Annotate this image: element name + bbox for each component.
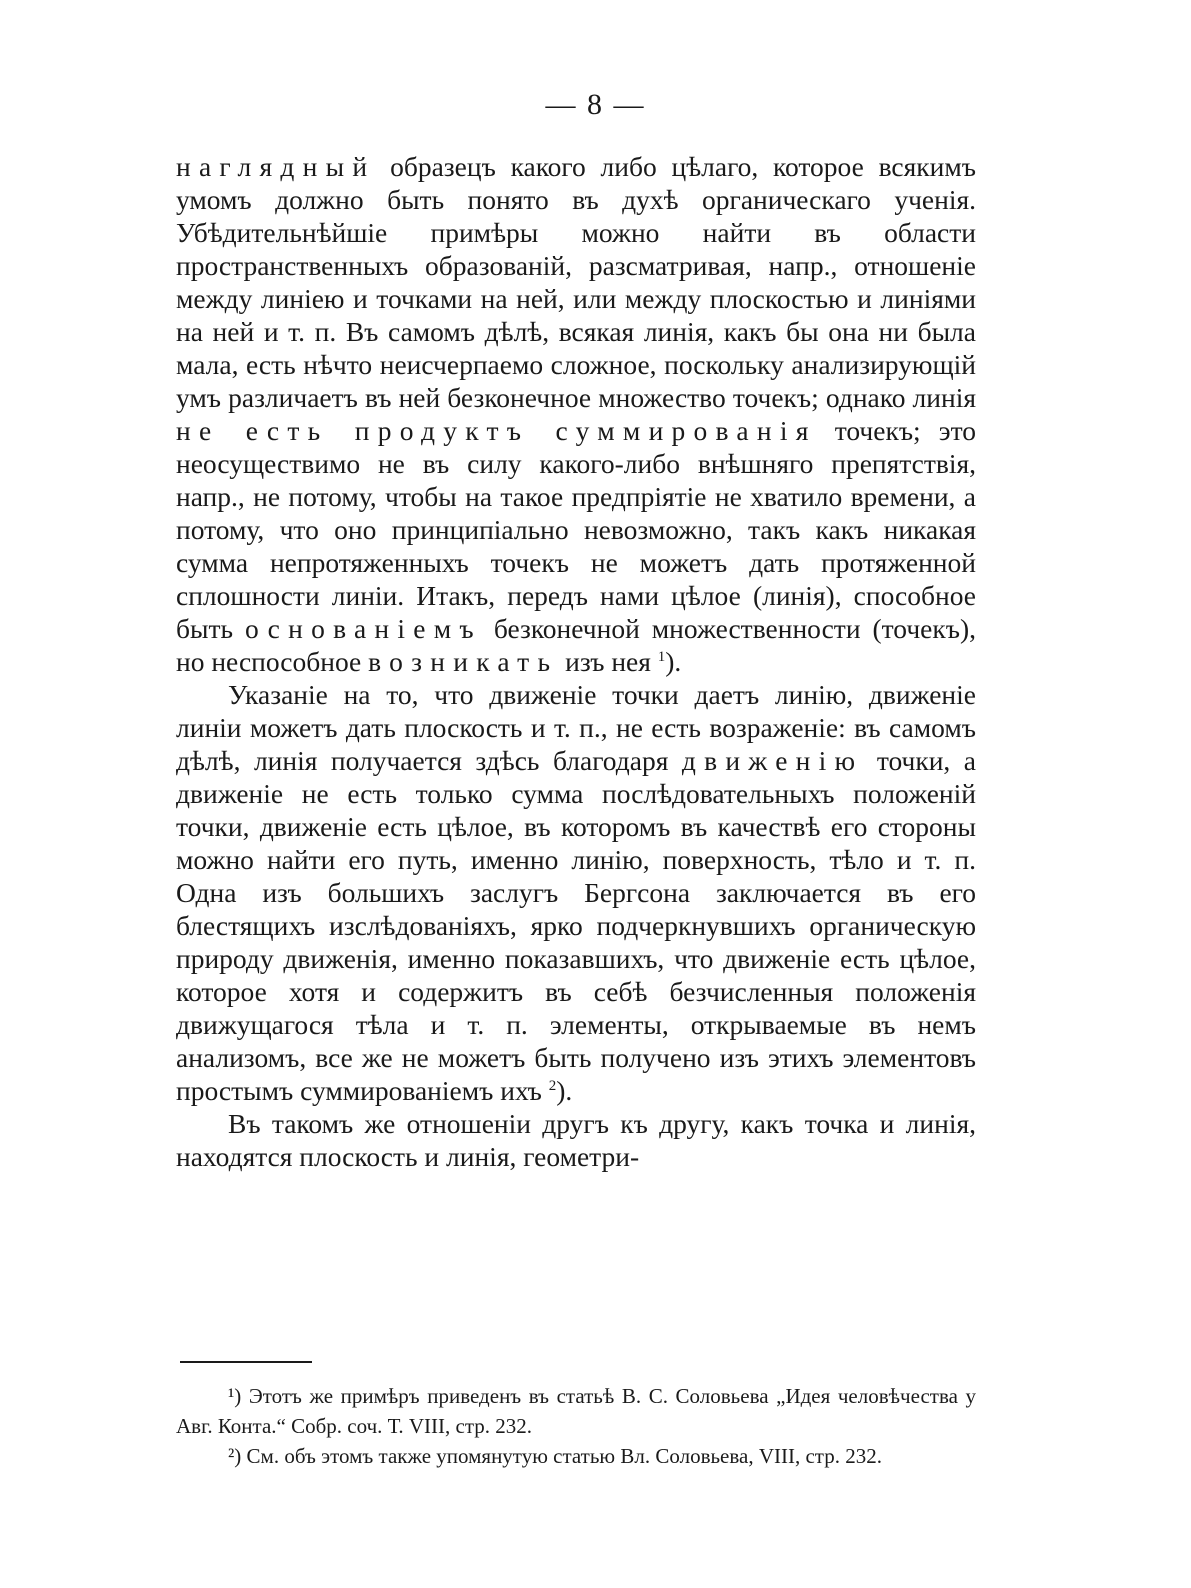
paragraph-text: точекъ; это неосуществимо не въ силу какого-либо внѣшняго препятствія, напр., не потому, чтобы на такое предпріятіе не хватило времени, а потому, что оно принципіально невозможно, такъ какъ никакая сумма непротяженныхъ точекъ не можетъ дать протяженной сплошности линіи. Итакъ, передъ нами цѣлое (линія), способное быть xyxy=(176,415,976,644)
paragraph-text: образецъ какого либо цѣлаго, которое всякимъ умомъ должно быть понято въ духѣ органическаго ученія. Убѣдительнѣйшіе примѣры можно найти въ области пространственныхъ образованій, разсматривая, напр., отношеніе между линіею и точками на ней, или между плоскостью и линіями на ней и т. п. Въ самомъ дѣлѣ, всякая линія, какъ бы она ни была мала, есть нѣчто неисчерпаемо сложное, поскольку анализирующій умъ различаетъ въ ней безконечное множество точекъ; однако линія xyxy=(176,151,976,413)
footnotes xyxy=(176,1381,976,1471)
paragraph-text: безконечной множественности (точекъ), но неспособное xyxy=(176,613,976,677)
emphasis-text: движенію xyxy=(681,745,864,776)
paragraph-text: изъ нея xyxy=(558,646,658,677)
emphasis-text: основаніемъ xyxy=(244,613,482,644)
emphasis-text: не есть продуктъ суммированія xyxy=(176,415,817,446)
footnote-1 xyxy=(176,1381,976,1441)
paragraph-2 xyxy=(176,678,976,1107)
main-text xyxy=(176,150,976,1173)
footnote-text: Этотъ же примѣръ приведенъ въ статьѣ В. С. Соловьева „Идея человѣчества у Авг. Конта.“ Собр. соч. Т. VIII, стр. 232. xyxy=(176,1384,976,1438)
paragraph-text: Указаніе на то, что движеніе точки даетъ линію, движеніе линіи можетъ дать плоскость и т. п., не есть возраженіе: въ самомъ дѣлѣ, линія получается здѣсь благодаря xyxy=(176,679,976,776)
emphasis-text: возникать xyxy=(368,646,559,677)
footnote-divider xyxy=(180,1361,312,1363)
footnote-ref-2: 2 xyxy=(548,1077,557,1094)
footnote-ref-1: 1 xyxy=(657,648,666,665)
emphasis-text: наглядный xyxy=(176,151,376,182)
paragraph-3 xyxy=(176,1107,976,1173)
paragraph-text: Въ такомъ же отношеніи другъ къ другу, какъ точка и линія, находятся плоскость и линія, геометри- xyxy=(176,1108,976,1172)
paragraph-1 xyxy=(176,150,976,678)
footnote-text: См. объ этомъ также упомянутую статью Вл. Соловьева, VIII, стр. 232. xyxy=(241,1444,882,1468)
page-number: — 8 — xyxy=(545,88,646,121)
paragraph-text: ). xyxy=(556,1075,573,1106)
paragraph-text: ). xyxy=(665,646,682,677)
footnote-marker: ¹) xyxy=(228,1384,242,1408)
paragraph-text: точки, а движеніе не есть только сумма послѣдовательныхъ положеній точки, движеніе есть цѣлое, въ которомъ въ качествѣ его стороны можно найти его путь, именно линію, поверхность, тѣло и т. п. Одна изъ большихъ заслугъ Бергсона заключается въ его блестящихъ изслѣдованіяхъ, ярко подчеркнувшихъ органическую природу движенія, именно показавшихъ, что движеніе есть цѣлое, которое хотя и содержитъ въ себѣ безчисленныя положенія движущагося тѣла и т. п. элементы, открываемые въ немъ анализомъ, все же не можетъ быть получено изъ этихъ элементовъ простымъ суммированіемъ ихъ xyxy=(176,745,976,1106)
footnote-marker: ²) xyxy=(228,1444,242,1468)
footnote-2 xyxy=(176,1441,976,1471)
